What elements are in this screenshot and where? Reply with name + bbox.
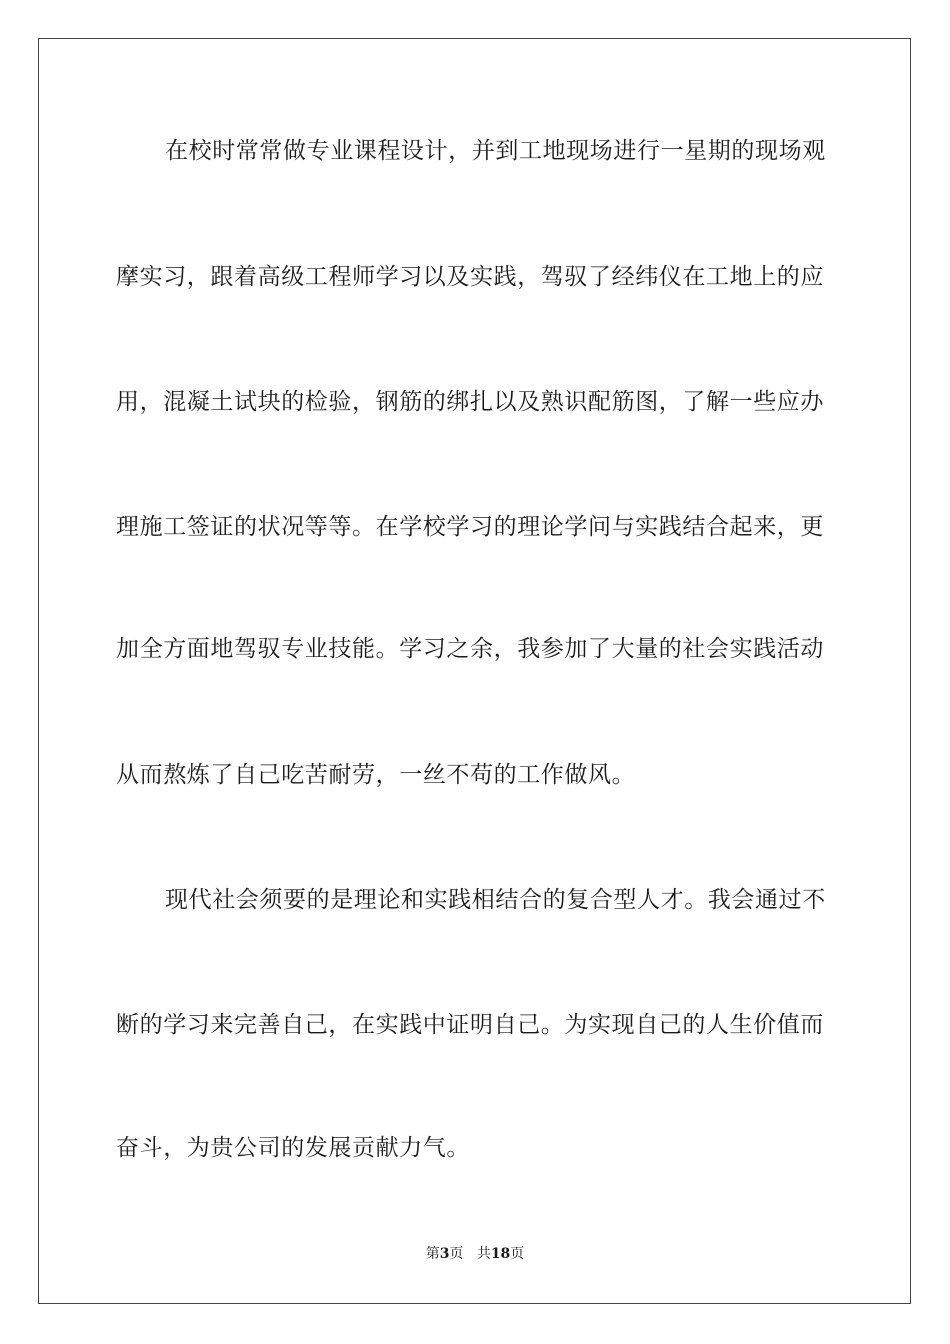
total-suffix: 页: [510, 1246, 525, 1262]
paragraph-line: 从而熬炼了自己吃苦耐劳，一丝不苟的工作做风。: [116, 762, 636, 788]
page-footer: [0, 1245, 950, 1263]
page-number: 3: [439, 1246, 450, 1262]
paragraph-line: 加全方面地驾驭专业技能。学习之余，我参加了大量的社会实践活动: [116, 636, 824, 662]
paragraph-line: 现代社会须要的是理论和实践相结合的复合型人才。我会通过不: [165, 887, 826, 913]
page-border: [38, 38, 911, 1304]
paragraph-line: 摩实习，跟着高级工程师学习以及实践，驾驭了经纬仪在工地上的应: [116, 264, 824, 290]
page-suffix: 页: [449, 1246, 464, 1262]
paragraph-line: 理施工签证的状况等等。在学校学习的理论学问与实践结合起来，更: [116, 514, 824, 540]
paragraph-line: 断的学习来完善自己，在实践中证明自己。为实现自己的人生价值而: [116, 1012, 824, 1038]
paragraph-line: 用，混凝土试块的检验，钢筋的绑扎以及熟识配筋图，了解一些应办: [116, 389, 824, 415]
paragraph-line: 在校时常常做专业课程设计，并到工地现场进行一星期的现场观: [165, 138, 826, 164]
total-pages: 18: [490, 1246, 511, 1262]
page-prefix: 第: [425, 1246, 440, 1262]
paragraph-line: 奋斗，为贵公司的发展贡献力气。: [116, 1135, 470, 1161]
total-prefix: 共: [476, 1246, 491, 1262]
